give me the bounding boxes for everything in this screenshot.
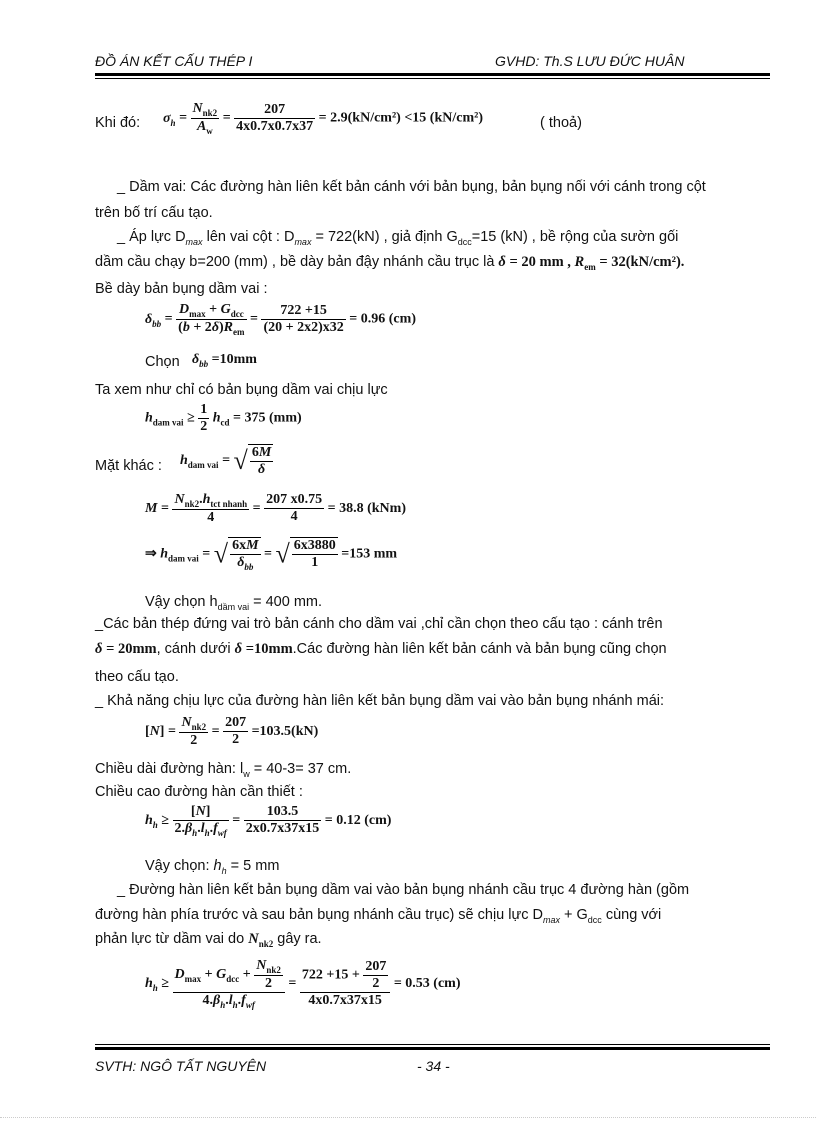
page-footer xyxy=(95,1058,770,1074)
formula-M: M = $\frac{N_{nk2}.h_{tct nhanh}}{4}$ = $\frac{207 x0.75}{4}$ = 38.8 (kNm) xyxy=(145,492,406,525)
ta-xem-label: Ta xem như chỉ có bản bụng dầm vai chịu lực xyxy=(95,382,388,398)
thoa-label: ( thoả) xyxy=(540,115,582,131)
paragraph-ban-thep-3: theo cấu tạo. xyxy=(95,669,179,685)
formula-sigma: $\sigma_h$ = $\frac{N_{nk2}}{A_w}$ = $\frac{207}{4x0.7x0.7x37}$ = 2.9(kN/cm²) <15 (kN/cm²) xyxy=(163,101,483,136)
chieu-dai-label: Chiều dài đường hàn: $l_w = 40-3= 37$ cm. xyxy=(95,761,352,779)
formula-hh1: $h_h$ ≥ $\frac{[N]}{2.\beta_h.l_h.f_{wf}}$ = $\frac{103.5}{2x0.7x37x15}$ = 0.12 (cm) xyxy=(145,804,392,838)
vay-chon-h: Vậy chọn $h_{dầm vai} = 400$ mm. xyxy=(145,594,323,612)
formula-chon: $\delta_{bb} =10mm$ xyxy=(192,352,257,369)
paragraph-ap-luc-1: _ Áp lực $D_{max}$ lên vai cột : $D_{max} = 722(kN)$ , giả định $G_{dcc}=15$ (kN) , bề rộng của sườn gối xyxy=(117,229,679,247)
header-rule-thin xyxy=(95,78,770,79)
formula-N: [N] = $\frac{N_{nk2}}{2}$ = $\frac{207}{2}$ =103.5(kN) xyxy=(145,715,319,748)
footer-rule xyxy=(95,1047,770,1050)
formula-h-root: ⇒ $h_{dam vai}$ = √ $\frac{6xM}{\delta_{bb}}$ = √ $\frac{6x3880}{1}$ =153 mm xyxy=(145,538,398,572)
paragraph-ban-thep-1: _Các bản thép đứng vai trò bản cánh cho dầm vai ,chỉ cần chọn theo cấu tạo : cánh trên xyxy=(95,616,663,632)
formula-hh2: $h_h$ ≥ $D_{max} + G_{dcc}$ + $\frac{N_{nk2}}{2}$ $4.\beta_h.l_h.f_{wf}$ = 722 +15 + $\frac{207}{2}$ 4x0.7x37x15 = 0.53 (cm) xyxy=(145,958,461,1010)
header-left: ĐỒ ÁN KẾT CẤU THÉP I xyxy=(95,53,253,69)
vay-chon-hh: Vậy chọn: $h_h = 5$ mm xyxy=(145,858,280,876)
paragraph-duong-han-1: _ Đường hàn liên kết bản bụng dầm vai vào bản bụng nhánh cầu trục 4 đường hàn (gồm xyxy=(117,882,690,898)
khi-do-label: Khi đó: xyxy=(95,115,141,131)
paragraph-dam-vai-2: trên bố trí cấu tạo. xyxy=(95,205,213,221)
formula-delta-bb: $\delta_{bb}$ = $\frac{D_{max} + G_{dcc}}{(b + 2\delta)R_{em}}$ = $\frac{722 +15}{(20 + 2x2)x32}$ = 0.96 (cm) xyxy=(145,302,416,337)
paragraph-kha-nang: _ Khả năng chịu lực của đường hàn liên kết bản bụng dầm vai vào bản bụng nhánh mái: xyxy=(95,693,665,709)
formula-h-ge: $h_{dam vai}$ ≥ $\frac{1}{2}$ $h_{cd} = 375$ (mm) xyxy=(145,402,302,434)
be-day-label: Bề dày bản bụng dầm vai : xyxy=(95,281,268,297)
page-edge xyxy=(0,1117,816,1118)
page-number: - 34 - xyxy=(417,1058,450,1074)
footer-left: SVTH: NGÔ TẤT NGUYÊN xyxy=(95,1058,267,1074)
formula-h-sqrt: $h_{dam vai}$ = √ $\frac{6M}{\delta}$ xyxy=(180,445,272,477)
page-header xyxy=(95,53,770,69)
chieu-cao-label: Chiều cao đường hàn cần thiết : xyxy=(95,784,303,800)
paragraph-dam-vai-1: _ Dầm vai: Các đường hàn liên kết bản cánh với bản bụng, bản bụng nối với cánh trong cột xyxy=(117,179,706,195)
footer-rule-thin xyxy=(95,1044,770,1045)
header-rule xyxy=(95,73,770,76)
paragraph-duong-han-2: đường hàn phía trước và sau bản bụng nhánh cầu trục) sẽ chịu lực $D_{max} + G_{dcc}$ cùng với xyxy=(95,907,662,925)
chon-label: Chọn xyxy=(145,354,180,370)
paragraph-duong-han-3: phản lực từ dầm vai do $N_{nk2}$ gây ra. xyxy=(95,931,322,949)
header-right: GVHD: Th.S LƯU ĐỨC HUÂN xyxy=(495,53,685,69)
mat-khac-label: Mặt khác : xyxy=(95,458,162,474)
paragraph-ap-luc-2: dầm cầu chạy b=200 (mm) , bề dày bản đậy nhánh cầu trục là δ = 20 mm , $R_{em} = 32(kN/cm^2)$. xyxy=(95,254,685,272)
paragraph-ban-thep-2: δ = 20mm, cánh dưới δ =10mm.Các đường hàn liên kết bản cánh và bản bụng cũng chọn xyxy=(95,641,667,657)
